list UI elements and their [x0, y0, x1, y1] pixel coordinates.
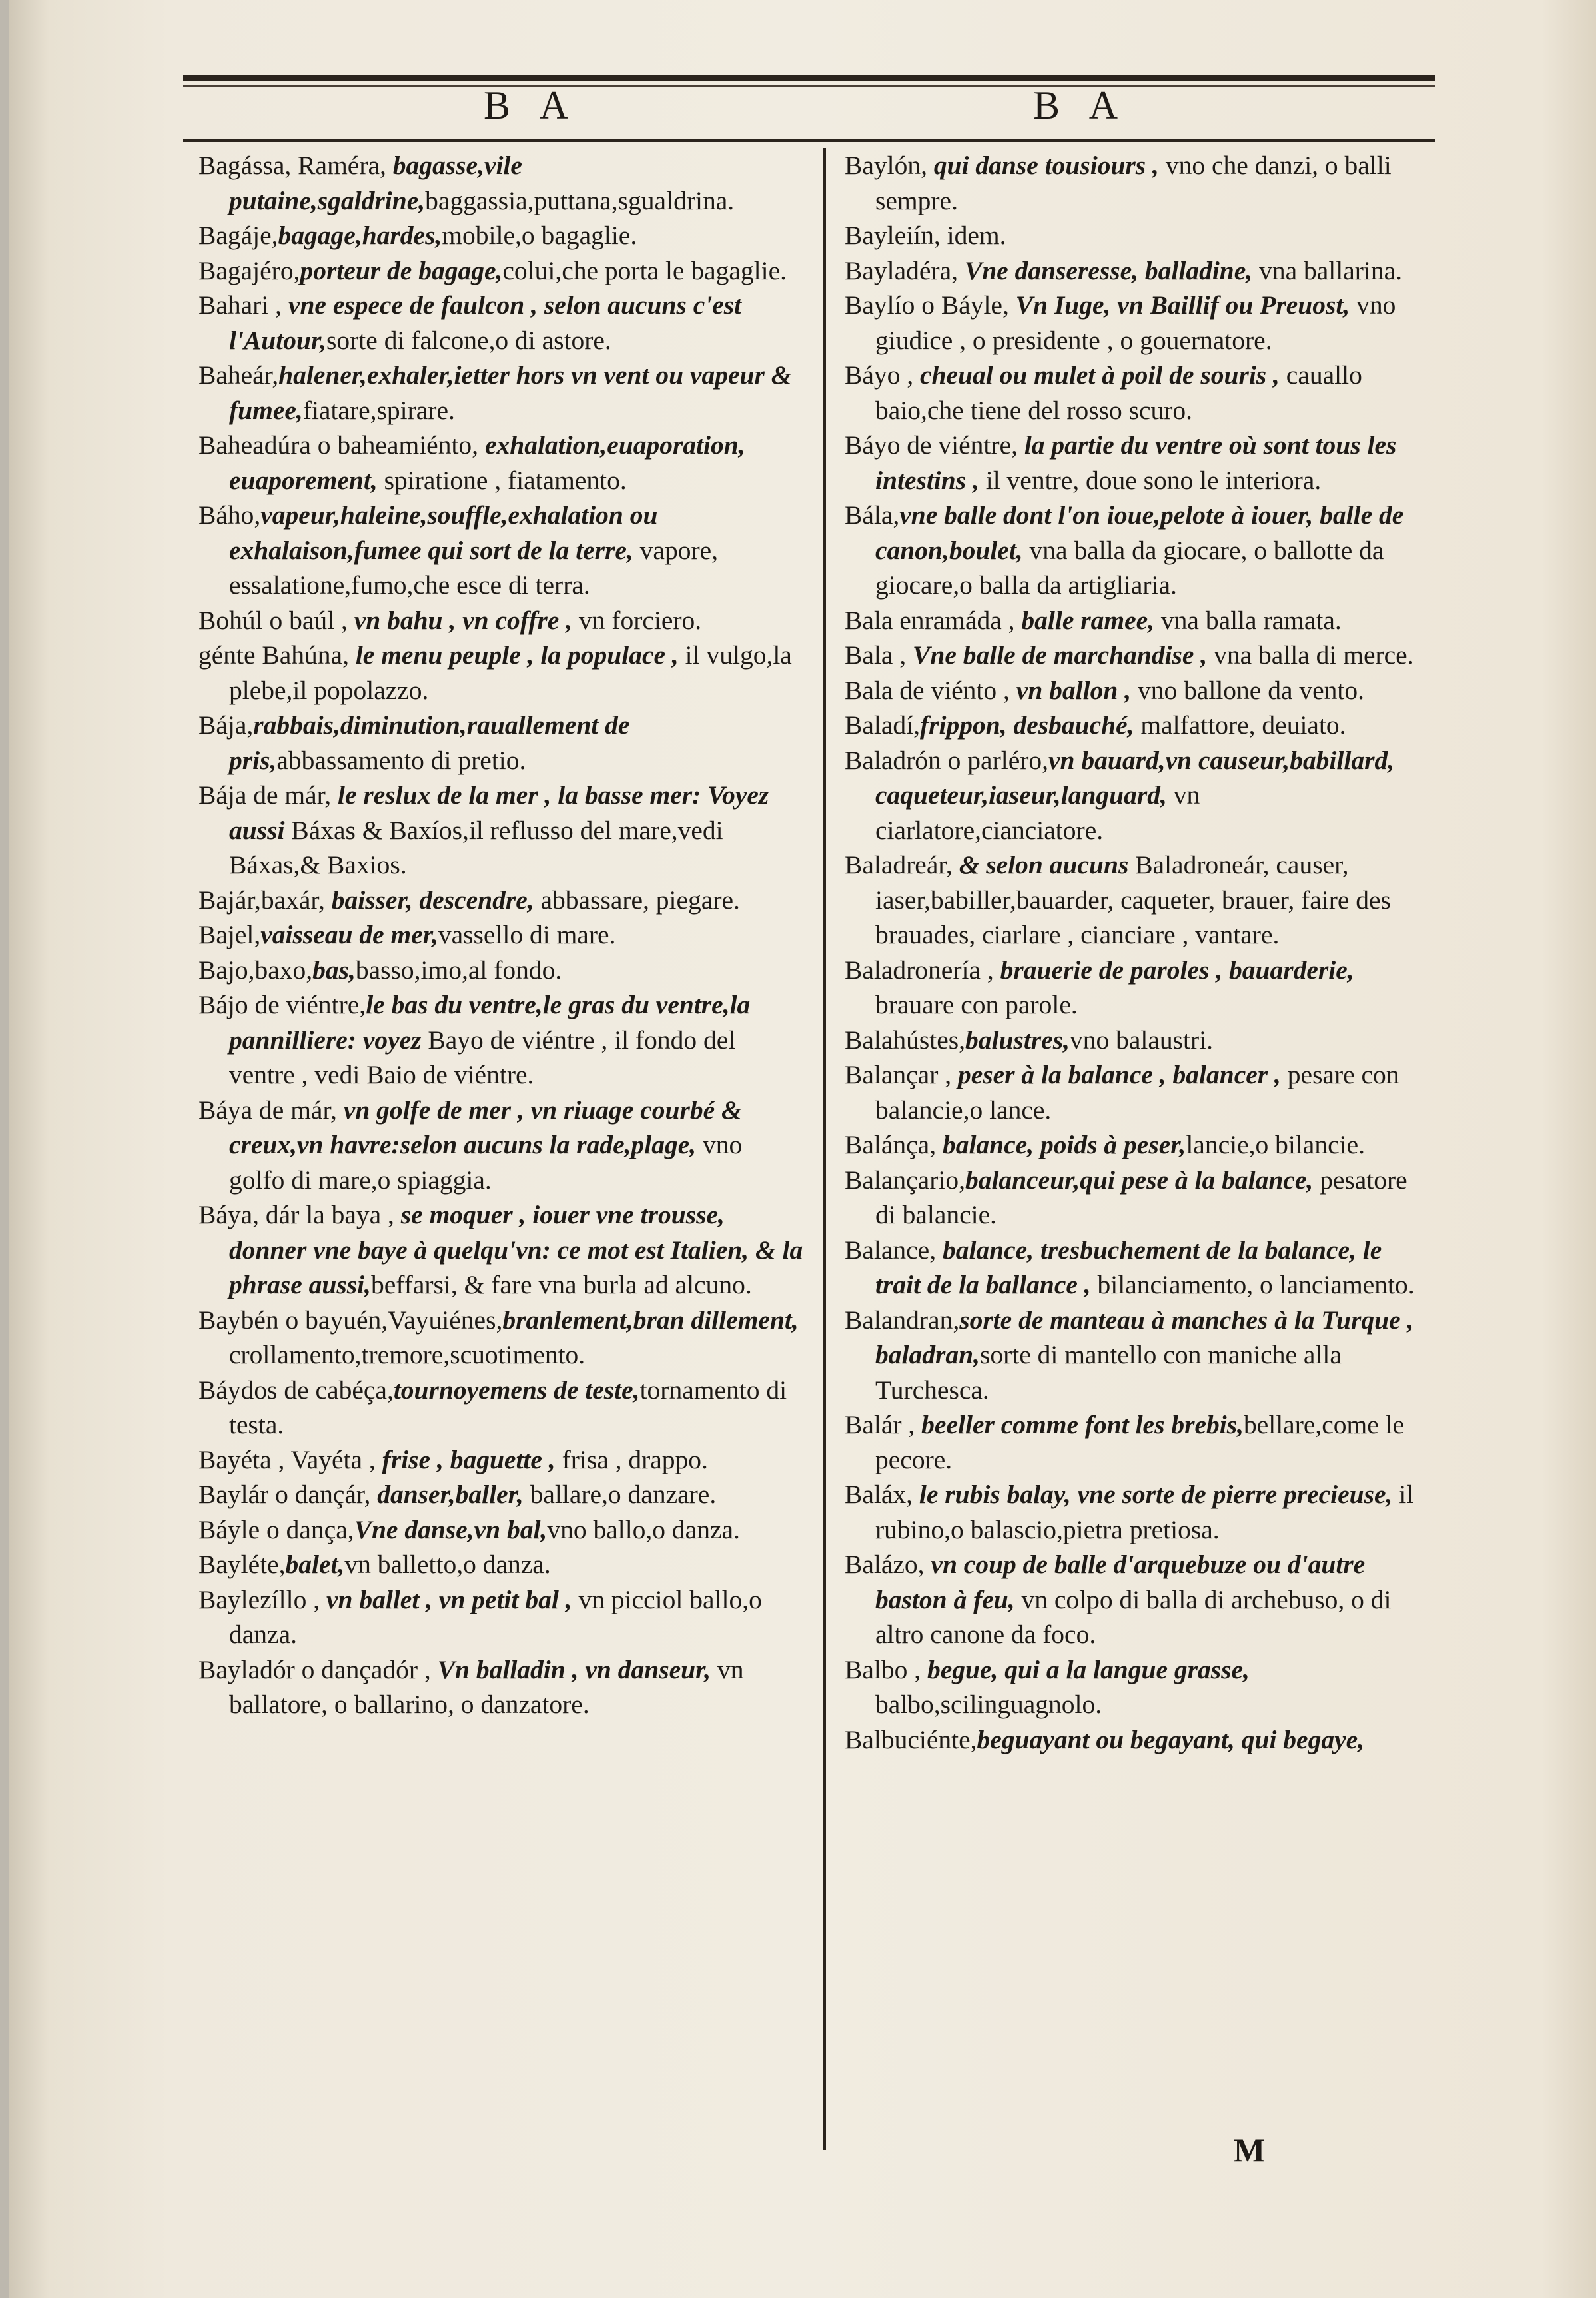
headword: Bála,: [845, 500, 900, 530]
headword: Báyo de viéntre,: [845, 430, 1018, 460]
italian-gloss: cauallo baio,che tiene del rosso scuro.: [875, 360, 1362, 425]
french-gloss: balet,: [285, 1550, 345, 1579]
dictionary-entry: [845, 673, 1431, 708]
headword: Balbo ,: [845, 1654, 921, 1684]
french-gloss: vn bahu , vn coffre ,: [347, 605, 573, 635]
italian-gloss: fiatare,spirare.: [302, 395, 455, 425]
french-gloss: vn bauard,vn causeur,babillard, caqueteur,iaseur,languard,: [875, 745, 1395, 810]
headword: Bahari ,: [199, 290, 282, 320]
headword: Baladreár,: [845, 850, 953, 879]
headword: Baylezíllo ,: [199, 1584, 320, 1614]
dictionary-entry: [845, 638, 1431, 673]
headword: Balbuciénte,: [845, 1724, 977, 1754]
headword: Balár ,: [845, 1410, 915, 1439]
french-gloss: bas,: [312, 955, 356, 985]
headword: Bayleiín,: [845, 221, 941, 250]
italian-gloss: pesatore di balancie.: [875, 1165, 1407, 1229]
italian-gloss: vno golfo di mare,o spiaggia.: [229, 1130, 743, 1195]
headword: Balandran,: [845, 1305, 960, 1335]
french-gloss: beguayant ou begayant, qui begaye,: [977, 1724, 1365, 1754]
headword: Báya de már,: [199, 1095, 337, 1125]
french-gloss: la partie du ventre où sont tous les intestins ,: [875, 430, 1397, 495]
dictionary-entry: [845, 1407, 1431, 1477]
headword: Bala de viénto ,: [845, 675, 1010, 705]
italian-gloss: il ventre, doue sono le interiora.: [979, 465, 1322, 495]
french-gloss: cheual ou mulet à poil de souris ,: [913, 360, 1280, 390]
headword: Baladronería ,: [845, 955, 994, 985]
italian-gloss: sorte di mantello con maniche alla Turchesca.: [875, 1340, 1342, 1405]
italian-gloss: baggassia,puttana,sgualdrina.: [425, 185, 735, 215]
italian-gloss: vn balletto,o danza.: [344, 1550, 551, 1579]
left-column: [199, 148, 803, 1722]
french-gloss: vne balle dont l'on ioue,pelote à iouer, balle de canon,boulet,: [875, 500, 1404, 565]
french-gloss: bagage,hardes,: [278, 221, 442, 250]
italian-gloss: Bayo de viéntre , il fondo del ventre , vedi Baio de viéntre.: [229, 1025, 736, 1089]
headword: Baladrón o parléro,: [845, 745, 1049, 775]
dictionary-entry: [199, 1442, 803, 1478]
italian-gloss: basso,imo,al fondo.: [355, 955, 562, 985]
dictionary-entry: [199, 953, 803, 988]
italian-gloss: vna balla ramata.: [1154, 605, 1342, 635]
dictionary-entry: [845, 428, 1431, 498]
headword: Bagássa, Raméra,: [199, 151, 386, 180]
dictionary-entry: [199, 1652, 803, 1722]
french-gloss: sorte de manteau à manches à la Turque , baladran,: [875, 1305, 1414, 1369]
french-gloss: vn ballon ,: [1009, 675, 1132, 705]
dictionary-entry: [199, 778, 803, 883]
headword: Bagáje,: [199, 221, 278, 250]
french-gloss: Vn balladin , vn danseur,: [430, 1654, 711, 1684]
dictionary-entry: [845, 848, 1431, 953]
dictionary-entry: [199, 1547, 803, 1582]
dictionary-entry: [845, 498, 1431, 603]
headword: Bagajéro,: [199, 255, 300, 285]
headword: Bája de már,: [199, 780, 332, 810]
italian-gloss: il rubino,o balascio,pietra pretiosa.: [875, 1480, 1414, 1544]
italian-gloss: bilanciamento, o lanciamento.: [1090, 1270, 1415, 1299]
dictionary-entry: [199, 358, 803, 428]
headword: Balánça,: [845, 1130, 937, 1159]
running-head-left: B A: [484, 83, 580, 127]
italian-gloss: bellare,come le pecore.: [875, 1410, 1405, 1474]
italian-gloss: vno ballone da vento.: [1131, 675, 1365, 705]
headword: Balançar ,: [845, 1060, 952, 1089]
italian-gloss: vna balla di merce.: [1207, 640, 1414, 670]
italian-gloss: vna ballarina.: [1252, 255, 1403, 285]
headword: Báya, dár la baya ,: [199, 1200, 394, 1229]
book-page: [9, 0, 1596, 2298]
french-gloss: Vne danseresse, balladine,: [957, 255, 1253, 285]
french-gloss: halener,exhaler,ietter hors vn vent ou vapeur & fumee,: [229, 360, 792, 425]
dictionary-entry: [845, 358, 1431, 428]
headword: Bayléte,: [199, 1550, 286, 1579]
french-gloss: bagasse,vile putaine,sgaldrine,: [229, 151, 522, 215]
french-gloss: le reslux de la mer , la basse mer: Voyez aussi: [229, 780, 769, 845]
french-gloss: baisser, descendre,: [324, 885, 534, 915]
headword: Baybén o bayuén,Vayuiénes,: [199, 1305, 503, 1335]
running-head-right: B A: [1033, 83, 1129, 127]
headword: génte Bahúna,: [199, 640, 349, 670]
headword: Baladí,: [845, 710, 920, 740]
headword: Bájo de viéntre,: [199, 990, 366, 1019]
french-gloss: vn golfe de mer , vn riuage courbé & creux,vn havre:selon aucuns la rade,plage,: [229, 1095, 742, 1159]
dictionary-entry: [199, 498, 803, 603]
french-gloss: Vn Iuge, vn Baillif ou Preuost,: [1008, 290, 1350, 320]
dictionary-entry: [845, 288, 1431, 358]
dictionary-entry: [199, 1093, 803, 1198]
dictionary-entry: [845, 148, 1431, 218]
italian-gloss: pesare con balancie,o lance.: [875, 1060, 1399, 1125]
dictionary-entry: [845, 218, 1431, 253]
headword: Balance,: [845, 1235, 937, 1265]
french-gloss: frise , baguette ,: [375, 1444, 556, 1474]
dictionary-entry: [845, 1057, 1431, 1127]
headword: Bajo,baxo,: [199, 955, 313, 985]
italian-gloss: Báxas & Baxíos,il reflusso del mare,vedi Báxas,& Baxios.: [229, 815, 723, 879]
french-gloss: balance, poids à peser,: [936, 1130, 1186, 1159]
dictionary-entry: [845, 1477, 1431, 1547]
french-gloss: Vne balle de marchandise ,: [906, 640, 1208, 670]
dictionary-entry: [199, 1373, 803, 1442]
headword: Báydos de cabéça,: [199, 1375, 394, 1405]
dictionary-entry: [199, 708, 803, 778]
french-gloss: vn ballet , vn petit bal ,: [320, 1584, 572, 1614]
headword: Bayéta , Vayéta ,: [199, 1444, 376, 1474]
italian-gloss: vn forciero.: [572, 605, 702, 635]
dictionary-entry: [199, 638, 803, 708]
dictionary-entry: [845, 1163, 1431, 1233]
french-gloss: brauerie de paroles , bauarderie,: [993, 955, 1354, 985]
italian-gloss: vn ciarlatore,cianciatore.: [875, 780, 1200, 845]
italian-gloss: vn colpo di balla di archebuso, o di altro canone da foco.: [875, 1584, 1392, 1649]
french-gloss: qui danse tousiours ,: [927, 151, 1159, 180]
headword: Báyo ,: [845, 360, 914, 390]
headword: Bayladéra,: [845, 255, 958, 285]
french-gloss: balance, tresbuchement de la balance, le trait de la ballance ,: [875, 1235, 1382, 1299]
italian-gloss: malfattore, deuiato.: [1134, 710, 1346, 740]
italian-gloss: vna balla da giocare, o ballotte da giocare,o balla da artigliaria.: [875, 535, 1384, 600]
dictionary-entry: [845, 1652, 1431, 1722]
headword: Báyle o dança,: [199, 1514, 354, 1544]
dictionary-entry: [199, 148, 803, 218]
headword: Bayladór o dançadór ,: [199, 1654, 431, 1684]
headword: Balázo,: [845, 1550, 925, 1579]
french-gloss: balle ramee,: [1014, 605, 1155, 635]
french-gloss: porteur de bagage,: [300, 255, 503, 285]
catchword: M: [1234, 2131, 1266, 2169]
dictionary-entry: [845, 253, 1431, 288]
french-gloss: frippon, desbauché,: [919, 710, 1134, 740]
french-gloss: danser,baller,: [370, 1480, 524, 1509]
french-gloss: & selon aucuns: [952, 850, 1129, 879]
dictionary-entry: [199, 1582, 803, 1652]
french-gloss: Vne danse,vn bal,: [354, 1514, 548, 1544]
french-gloss: balustres,: [965, 1025, 1070, 1055]
dictionary-entry: [845, 708, 1431, 743]
top-rule: [183, 75, 1435, 81]
french-gloss: le menu peuple , la populace ,: [348, 640, 679, 670]
right-column: [845, 148, 1431, 1757]
headword: Bala ,: [845, 640, 907, 670]
french-gloss: exhalation,euaporation, euaporement,: [229, 430, 745, 495]
dictionary-entry: [199, 1477, 803, 1512]
dictionary-entry: [845, 743, 1431, 848]
dictionary-entry: [845, 1722, 1431, 1758]
italian-gloss: ballare,o danzare.: [523, 1480, 717, 1509]
headword: Baheadúra o baheamiénto,: [199, 430, 479, 460]
french-gloss: le rubis balay, vne sorte de pierre precieuse,: [913, 1480, 1393, 1509]
french-gloss: beeller comme font les brebis,: [915, 1410, 1244, 1439]
dictionary-entry: [845, 1303, 1431, 1408]
french-gloss: rabbais,diminution,rauallement de pris,: [229, 710, 630, 775]
italian-gloss: abbassare, piegare.: [534, 885, 740, 915]
french-gloss: balanceur,qui pese à la balance,: [965, 1165, 1314, 1195]
dictionary-entry: [845, 1547, 1431, 1652]
italian-gloss: Baladroneár, causer, iaser,babiller,bauarder, caqueter, brauer, faire des brauades, ciarlare , cianciare , vantare.: [875, 850, 1391, 949]
french-gloss: vaisseau de mer,: [260, 920, 438, 949]
italian-gloss: beffarsi, & fare vna burla ad alcuno.: [370, 1270, 752, 1299]
column-rule: [823, 148, 826, 2150]
french-gloss: se moquer , iouer vne trousse, donner vne baye à quelqu'vn: ce mot est Italien, & la phrase aussi,: [229, 1200, 803, 1299]
dictionary-entry: [199, 428, 803, 498]
headword: Bohúl o baúl ,: [199, 605, 348, 635]
french-gloss: branlement,bran dillement,: [502, 1305, 799, 1335]
italian-gloss: abbassamento di pretio.: [276, 745, 526, 775]
italian-gloss: balbo,scilinguagnolo.: [875, 1690, 1102, 1719]
italian-gloss: vn picciol ballo,o danza.: [229, 1584, 762, 1649]
italian-gloss: crollamento,tremore,scuotimento.: [229, 1340, 586, 1369]
header-rule: [183, 139, 1435, 142]
dictionary-entry: [845, 1127, 1431, 1163]
headword: Báho,: [199, 500, 261, 530]
french-gloss: vne espece de faulcon , selon aucuns c'est l'Autour,: [229, 290, 742, 355]
italian-gloss: vn ballatore, o ballarino, o danzatore.: [229, 1654, 744, 1719]
italian-gloss: sorte di falcone,o di astore.: [326, 325, 611, 355]
headword: Bajel,: [199, 920, 261, 949]
dictionary-entry: [845, 953, 1431, 1023]
dictionary-entry: [845, 603, 1431, 638]
italian-gloss: tornamento di testa.: [229, 1375, 787, 1439]
headword: Baylár o dançár,: [199, 1480, 371, 1509]
french-gloss: vapeur,haleine,souffle,exhalation ou exhalaison,fumee qui sort de la terre,: [229, 500, 658, 565]
headword: Bala enramáda ,: [845, 605, 1015, 635]
dictionary-entry: [845, 1023, 1431, 1058]
italian-gloss: idem.: [940, 221, 1006, 250]
top-rule-thin: [183, 85, 1435, 87]
italian-gloss: lancie,o bilancie.: [1186, 1130, 1366, 1159]
french-gloss: tournoyemens de teste,: [393, 1375, 640, 1405]
headword: Balançario,: [845, 1165, 965, 1195]
french-gloss: vn coup de balle d'arquebuze ou d'autre baston à feu,: [875, 1550, 1366, 1614]
headword: Balahústes,: [845, 1025, 966, 1055]
italian-gloss: vassello di mare.: [438, 920, 616, 949]
headword: Bája,: [199, 710, 254, 740]
italian-gloss: brauare con parole.: [875, 990, 1078, 1019]
headword: Baheár,: [199, 360, 279, 390]
italian-gloss: colui,che porta le bagaglie.: [502, 255, 787, 285]
dictionary-entry: [199, 1303, 803, 1373]
italian-gloss: vno giudice , o presidente , o gouernatore.: [875, 290, 1396, 355]
french-gloss: peser à la balance , balancer ,: [951, 1060, 1281, 1089]
italian-gloss: vapore, essalatione,fumo,che esce di terra.: [229, 535, 718, 600]
italian-gloss: il vulgo,la plebe,il popolazzo.: [229, 640, 792, 705]
italian-gloss: frisa , drappo.: [555, 1444, 708, 1474]
dictionary-entry: [199, 288, 803, 358]
dictionary-entry: [199, 883, 803, 918]
italian-gloss: spiratione , fiatamento.: [377, 465, 627, 495]
dictionary-entry: [199, 218, 803, 253]
french-gloss: begue, qui a la langue grasse,: [921, 1654, 1250, 1684]
dictionary-entry: [199, 987, 803, 1093]
headword: Baylío o Báyle,: [845, 290, 1009, 320]
dictionary-entry: [199, 1512, 803, 1548]
italian-gloss: mobile,o bagaglie.: [442, 221, 637, 250]
italian-gloss: vno che danzi, o balli sempre.: [875, 151, 1392, 215]
french-gloss: le bas du ventre,le gras du ventre,la pannilliere: voyez: [229, 990, 751, 1055]
dictionary-entry: [199, 253, 803, 288]
dictionary-entry: [199, 603, 803, 638]
italian-gloss: vno balaustri.: [1069, 1025, 1213, 1055]
headword: Baláx,: [845, 1480, 913, 1509]
dictionary-entry: [199, 1197, 803, 1303]
dictionary-entry: [845, 1233, 1431, 1303]
headword: Bajár,baxár,: [199, 885, 325, 915]
italian-gloss: vno ballo,o danza.: [547, 1514, 740, 1544]
headword: Baylón,: [845, 151, 927, 180]
dictionary-entry: [199, 917, 803, 953]
